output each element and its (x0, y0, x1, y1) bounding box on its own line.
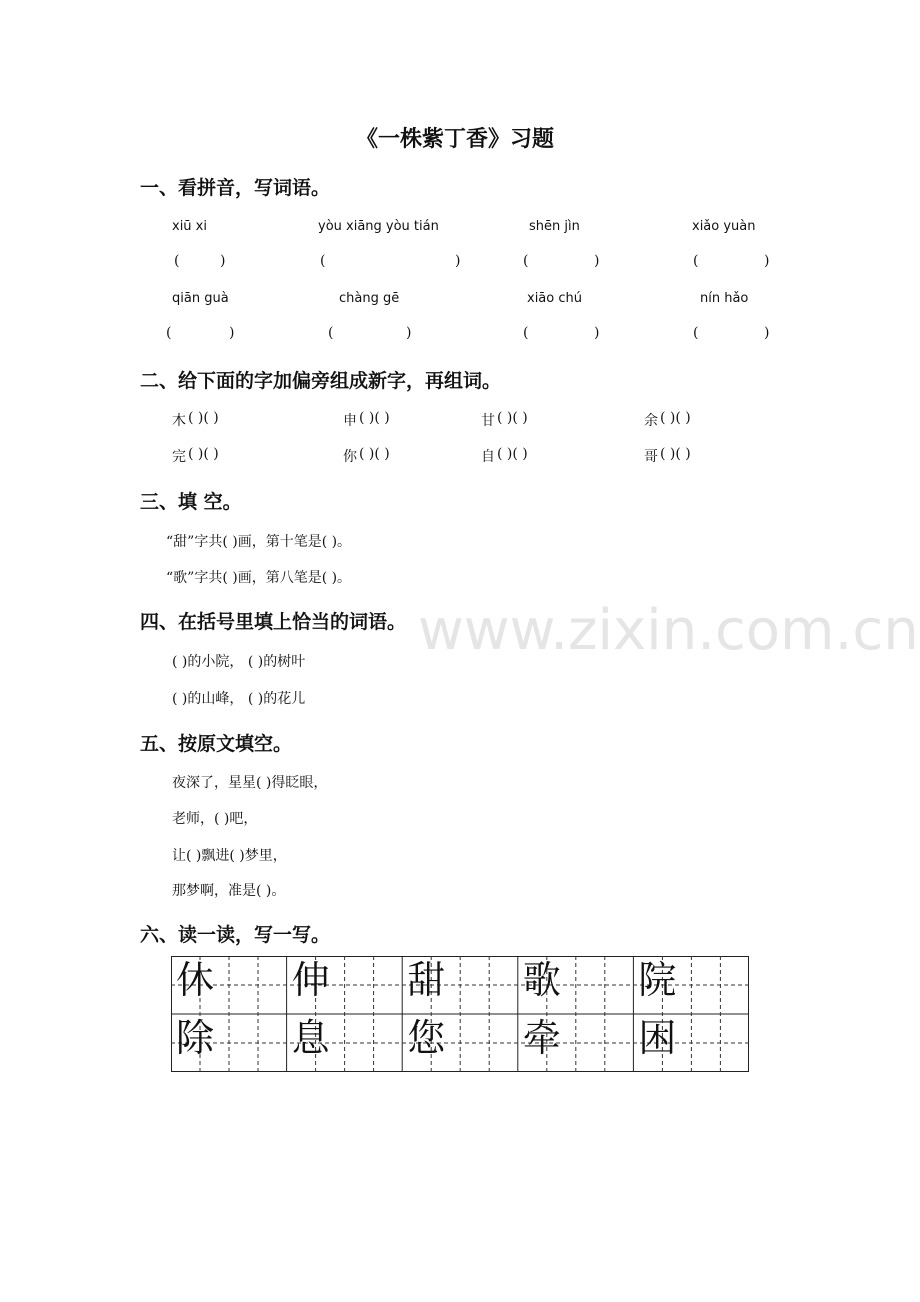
pinyin-item: nín hǎo (700, 291, 749, 306)
radical-char: 完 (172, 449, 186, 465)
answer-paren-close: ) (406, 325, 412, 341)
answer-paren-close: ) (455, 253, 461, 269)
practice-char: 甜 (407, 958, 446, 1002)
section4-heading: 四、在括号里填上恰当的词语。 (140, 611, 407, 633)
grid-cell (172, 1015, 288, 1072)
fill-line: “甜”字共( )画，第十笔是( )。 (166, 534, 352, 550)
poem-line: 夜深了，星星( )得眨眼， (172, 775, 328, 791)
grid-cell (288, 1015, 404, 1072)
section3-heading: 三、填 空。 (140, 491, 242, 513)
answer-paren-close: ) (764, 253, 770, 269)
answer-paren-close: ) (229, 325, 235, 341)
grid-cell (172, 957, 288, 1014)
practice-char: 歌 (522, 958, 561, 1002)
pinyin-item: yòu xiāng yòu tián (318, 219, 439, 234)
practice-char: 院 (638, 958, 677, 1002)
practice-char: 牵 (522, 1016, 561, 1060)
practice-char: 除 (176, 1016, 215, 1060)
radical-char: 哥 (644, 449, 658, 465)
answer-paren-open: ( (328, 325, 334, 341)
practice-char: 您 (407, 1016, 446, 1060)
poem-line: 让( )飘进( )梦里， (172, 848, 287, 864)
radical-char: 自 (481, 449, 495, 465)
answer-paren-close: ) (594, 253, 600, 269)
answer-paren-open: ( (523, 325, 529, 341)
radical-blanks: ( )( ) (660, 410, 691, 426)
grid-cell (288, 957, 404, 1014)
answer-paren-open: ( (693, 325, 699, 341)
radical-char: 申 (343, 413, 357, 429)
practice-char: 休 (176, 958, 215, 1002)
watermark: www.zixin.com.cn (418, 598, 919, 663)
practice-char: 伸 (291, 958, 330, 1002)
page-title: 《一株紫丁香》习题 (356, 127, 555, 152)
answer-paren-close: ) (220, 253, 226, 269)
section2-heading: 二、给下面的字加偏旁组成新字，再组词。 (140, 370, 502, 392)
radical-char: 你 (343, 449, 357, 465)
section5-heading: 五、按原文填空。 (140, 733, 293, 755)
answer-paren-open: ( (320, 253, 326, 269)
pinyin-item: xiū xi (172, 219, 207, 234)
radical-blanks: ( )( ) (359, 446, 390, 462)
practice-char: 息 (291, 1016, 330, 1060)
radical-char: 余 (644, 413, 658, 429)
radical-blanks: ( )( ) (188, 410, 219, 426)
practice-char: 困 (638, 1016, 677, 1060)
radical-blanks: ( )( ) (188, 446, 219, 462)
grid-cell (403, 1015, 519, 1072)
section6-heading: 六、读一读，写一写。 (140, 924, 331, 946)
radical-char: 木 (172, 413, 186, 429)
radical-blanks: ( )( ) (660, 446, 691, 462)
section1-heading: 一、看拼音，写词语。 (140, 177, 331, 199)
answer-paren-open: ( (174, 253, 180, 269)
radical-blanks: ( )( ) (497, 410, 528, 426)
radical-char: 甘 (481, 413, 495, 429)
radical-blanks: ( )( ) (497, 446, 528, 462)
grid-cell (519, 1015, 635, 1072)
pinyin-item: xiāo chú (527, 291, 582, 306)
fill-line: ( )的小院， ( )的树叶 (172, 654, 306, 670)
fill-line: “歌”字共( )画，第八笔是( )。 (166, 570, 352, 586)
writing-grid (171, 956, 749, 1072)
answer-paren-close: ) (764, 325, 770, 341)
answer-paren-close: ) (594, 325, 600, 341)
grid-cell (634, 1015, 750, 1072)
radical-blanks: ( )( ) (359, 410, 390, 426)
grid-cell (634, 957, 750, 1014)
pinyin-item: qiān guà (172, 291, 229, 306)
poem-line: 那梦啊，准是( )。 (172, 883, 286, 899)
pinyin-item: xiǎo yuàn (692, 219, 756, 234)
grid-cell (519, 957, 635, 1014)
answer-paren-open: ( (166, 325, 172, 341)
answer-paren-open: ( (523, 253, 529, 269)
poem-line: 老师，( )吧， (172, 811, 258, 827)
grid-cell (403, 957, 519, 1014)
answer-paren-open: ( (693, 253, 699, 269)
pinyin-item: chàng gē (339, 291, 400, 306)
pinyin-item: shēn jìn (529, 219, 580, 234)
fill-line: ( )的山峰， ( )的花儿 (172, 691, 306, 707)
